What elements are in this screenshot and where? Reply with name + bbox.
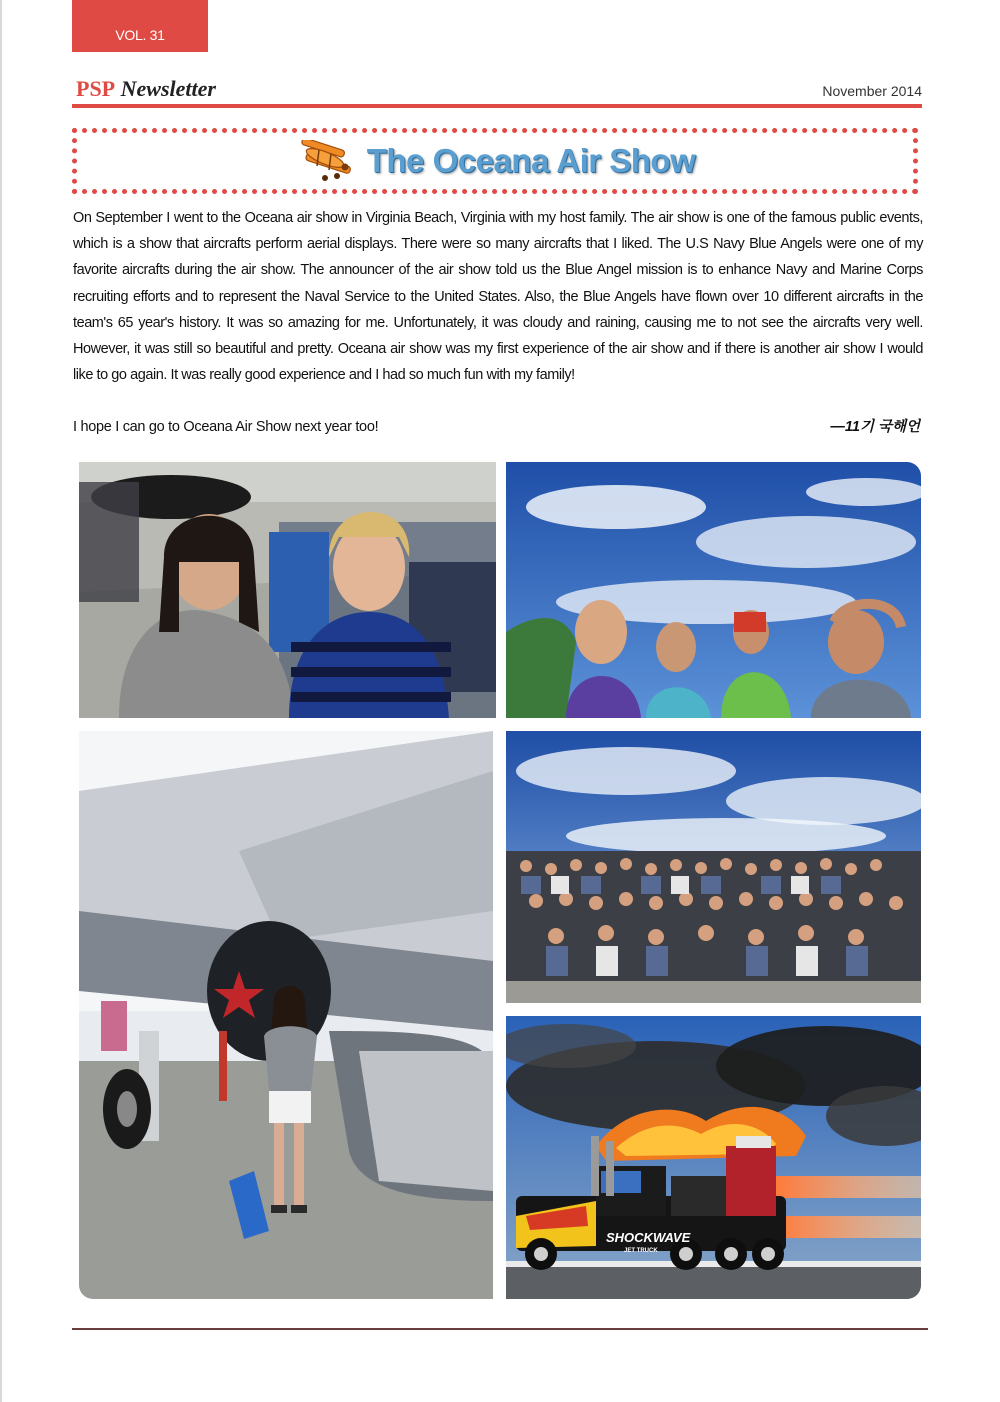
jet-truck-sublogo: JET TRUCK (624, 1248, 658, 1254)
author-signature: —11기 국해언 (830, 419, 920, 435)
article-body: On September I went to the Oceana air show in Virginia Beach, Virginia with my host family. The air show is one of the famous public events, which is a show that aircrafts perform aerial displays. There were so many aircrafts that I liked. The U.S Navy Blue Angels were one of my favorite aircrafts during the air show. The announcer of the air show told us the Blue Angel mission is to enhance Navy and Marine Corps recruiting efforts and to represent the Naval Service to the United States. Also, the Blue Angels have flown over 10 different aircrafts in the team's 65 year's history. It was so amazing for me. Unfortunately, it was cloudy and raining, causing me to not see the aircrafts very well. However, it was still so beautiful and pretty. Oceana air show was my first experience of the air show and if there is another air show I would like to go again. It was really good experience and I had so much fun with my family! (73, 210, 923, 384)
photo-girl-under-jet (79, 731, 493, 1299)
issue-date: November 2014 (822, 83, 922, 99)
brand-newsletter: Newsletter (120, 76, 216, 101)
photo-crowd-bleachers (506, 731, 921, 1003)
page-edge-rule (0, 0, 2, 1402)
article-closing: I hope I can go to Oceana Air Show next year too! (73, 419, 379, 435)
volume-tab: VOL. 31 (72, 0, 208, 52)
biplane-icon (295, 140, 355, 182)
footer-divider (72, 1328, 928, 1330)
article-title: The Oceana Air Show (366, 142, 696, 179)
photo-teens-in-chairs (79, 462, 496, 718)
article-title-box (72, 128, 918, 194)
brand-psp: PSP (76, 76, 116, 101)
header-divider (72, 104, 922, 108)
photo-crowd-looking-up (506, 462, 921, 718)
jet-truck-logo: SHOCKWAVE (606, 1230, 691, 1245)
photo-jet-truck (506, 1016, 921, 1299)
newsletter-brand (76, 76, 216, 102)
